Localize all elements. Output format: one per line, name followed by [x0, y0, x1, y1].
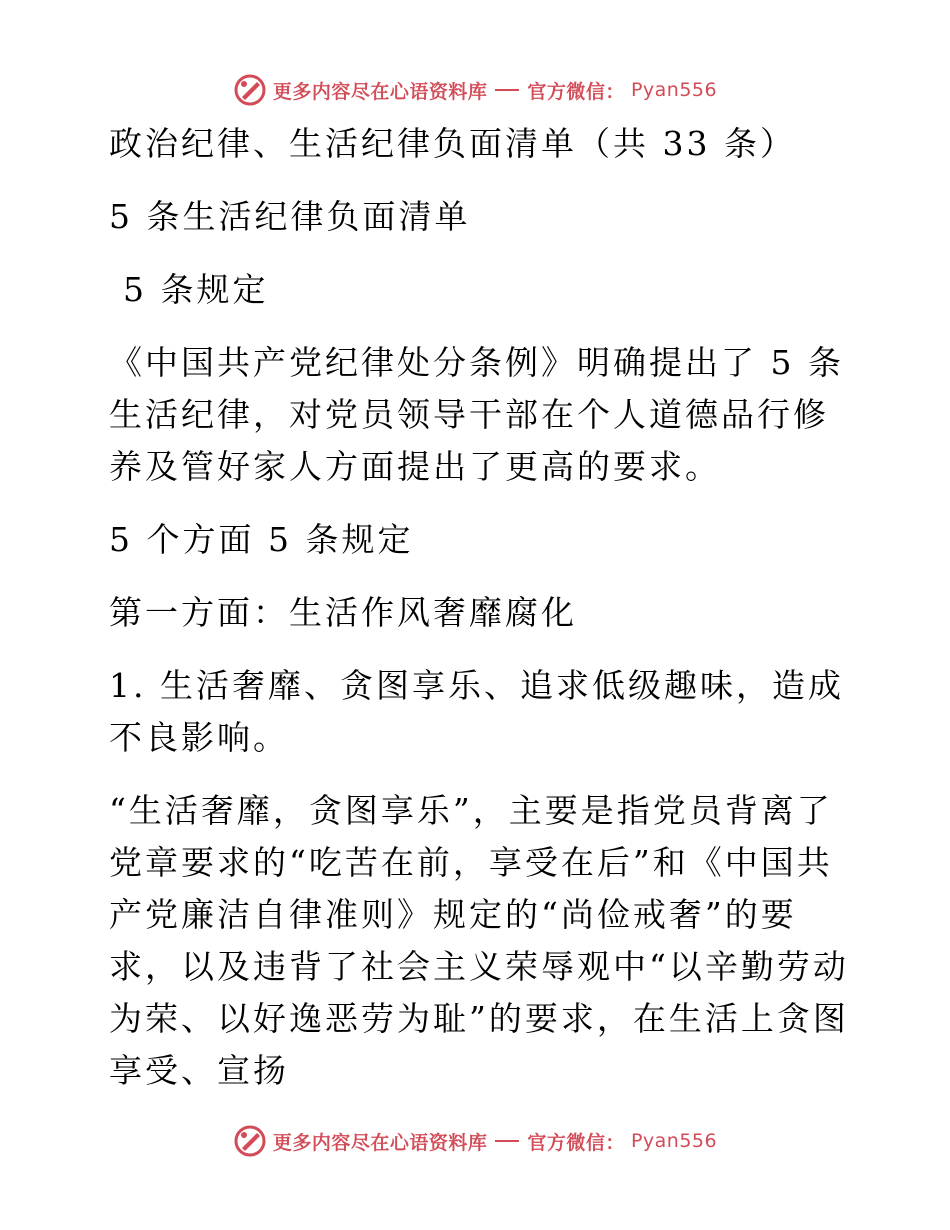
document-body — [97, 118, 853, 1118]
watermark-header — [0, 70, 950, 110]
section-heading: 5 条生活纪律负面清单 — [109, 197, 471, 236]
watermark-brand-text: 更多内容尽在心语资料库 — [272, 1131, 488, 1154]
brand-logo-icon — [233, 1124, 267, 1158]
aspect-1-heading: 第一方面：生活作风奢靡腐化 — [109, 593, 577, 632]
explanation-paragraph: “生活奢靡，贪图享乐”，主要是指党员背离了党章要求的“吃苦在前，享受在后”和《中国共产党廉洁自律准则》规定的“尚俭戒奢”的要求，以及违背了社会主义荣辱观中“以辛勤劳动为荣、以好逸恶劳为耻”的要求，在生活上贪图享受、宣扬 — [109, 791, 849, 1090]
brand-logo-icon — [233, 73, 267, 107]
watermark-account: Pyan556 — [630, 1130, 718, 1152]
watermark-suffix-text: 官方微信： — [527, 80, 625, 103]
watermark-brand-text: 更多内容尽在心语资料库 — [272, 80, 488, 103]
intro-paragraph: 《中国共产党纪律处分条例》明确提出了 5 条生活纪律，对党员领导干部在个人道德品行修养及管好家人方面提出了更高的要求。 — [109, 343, 844, 486]
watermark-account: Pyan556 — [630, 79, 718, 101]
aspects-heading: 5 个方面 5 条规定 — [109, 520, 414, 559]
document-title: 政治纪律、生活纪律负面清单（共 33 条） — [109, 124, 796, 163]
watermark-dash — [495, 89, 519, 91]
watermark-suffix-text: 官方微信： — [527, 1131, 625, 1154]
sub-heading: 5 条规定 — [123, 270, 269, 309]
item-1-paragraph: 1. 生活奢靡、贪图享乐、追求低级趣味，造成不良影响。 — [109, 666, 844, 757]
watermark-footer — [0, 1121, 950, 1161]
watermark-dash — [495, 1140, 519, 1142]
